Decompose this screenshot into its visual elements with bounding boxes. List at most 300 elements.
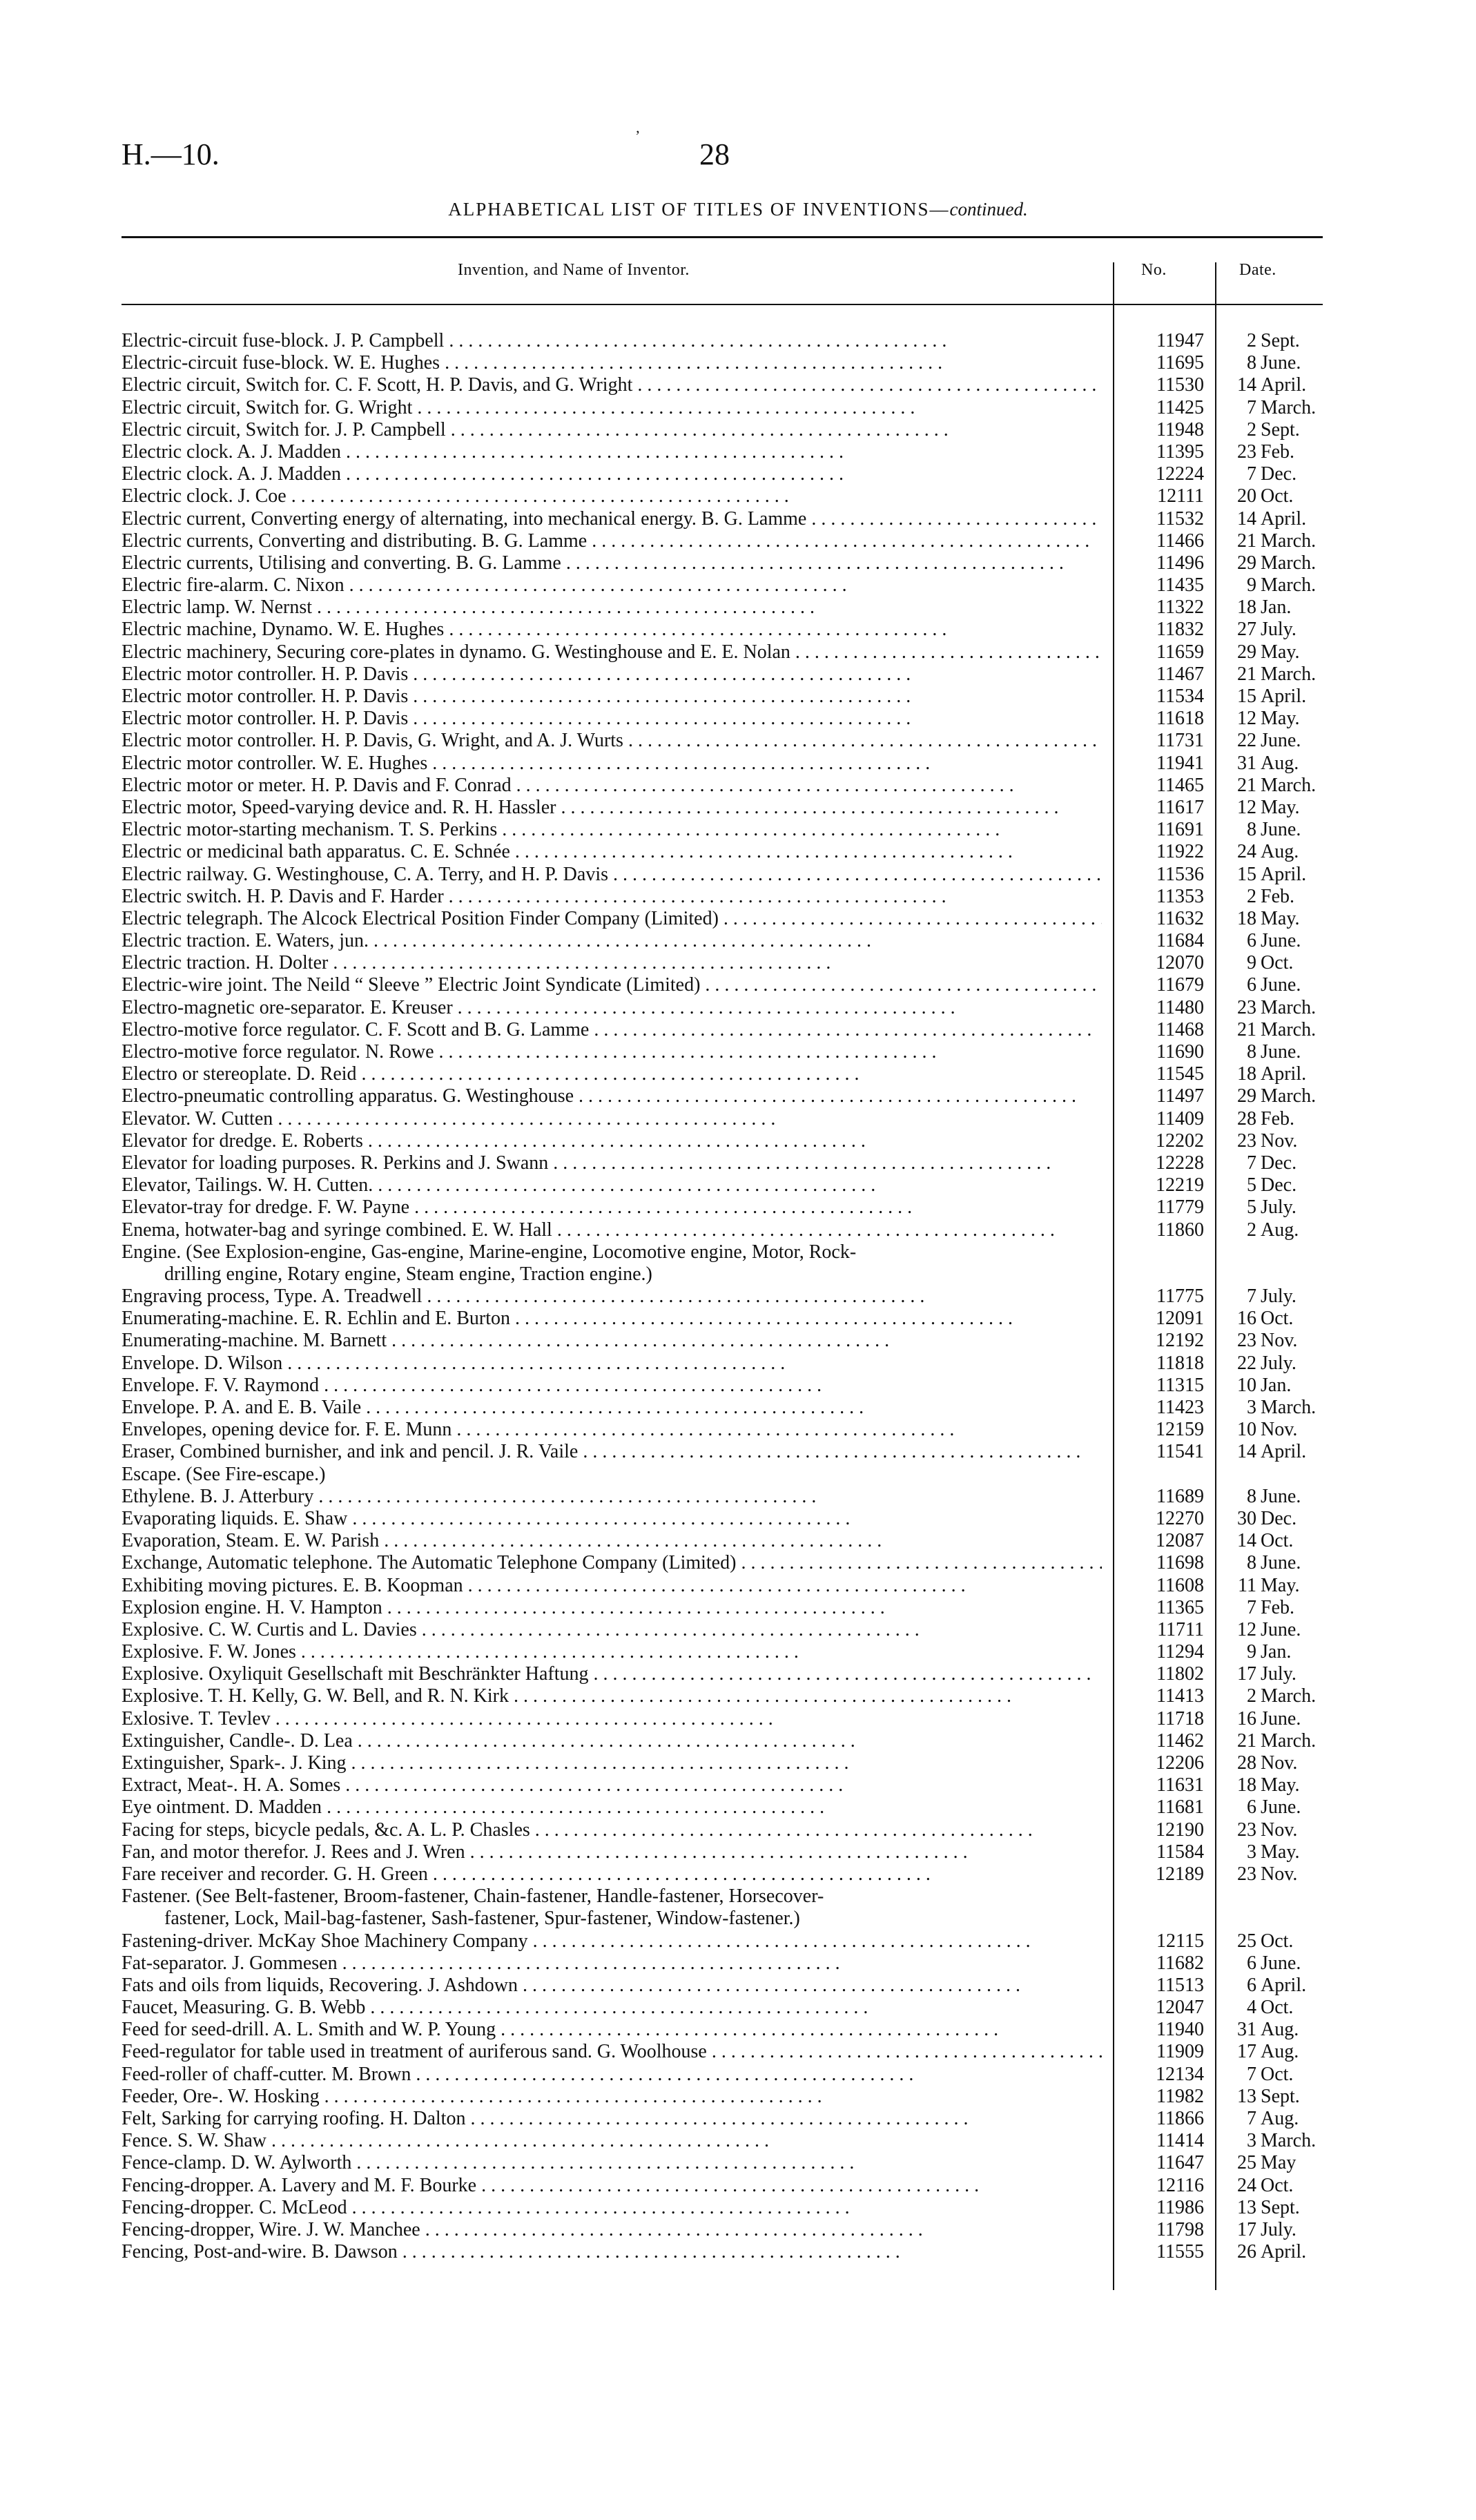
date-day: 23 (1237, 996, 1256, 1018)
patent-date (1216, 908, 1323, 930)
date-month: Oct. (1261, 1530, 1294, 1552)
date-month: May (1261, 2152, 1297, 2174)
date-month: June. (1261, 730, 1301, 752)
patent-number: 11631 (1156, 1774, 1204, 1796)
invention-row (122, 1997, 1323, 2019)
invention-title: Electric clock. J. Coe . . (122, 485, 1102, 507)
invention-title: Elevator-tray for dredge. F. W. Payne . . (122, 1196, 1102, 1219)
patent-date (1216, 1063, 1323, 1085)
patent-number: 11496 (1156, 552, 1204, 574)
date-day: 27 (1237, 619, 1256, 641)
date-day: 23 (1237, 1130, 1256, 1152)
page-mark: ’ (635, 127, 641, 144)
invention-row (122, 864, 1323, 886)
invention-title: Explosion engine. H. V. Hampton . . (122, 1597, 1102, 1619)
patent-date (1216, 1886, 1323, 1908)
patent-number: 11294 (1156, 1641, 1204, 1663)
invention-row (122, 1108, 1323, 1130)
patent-date (1216, 1486, 1323, 1508)
patent-date (1216, 2219, 1323, 2241)
date-month: Dec. (1261, 1507, 1297, 1529)
invention-title: Elevator for loading purposes. R. Perkins and J. Swann . . (122, 1152, 1102, 1174)
column-header-date: Date. (1239, 261, 1276, 279)
patent-date (1216, 1952, 1323, 1975)
invention-title: Felt, Sarking for carrying roofing. H. Dalton . . (122, 2108, 1102, 2130)
invention-title: Electric traction. H. Dolter . . (122, 952, 1102, 974)
patent-number: 11775 (1156, 1286, 1204, 1308)
invention-row (122, 1685, 1323, 1707)
patent-number: 11860 (1156, 1219, 1204, 1241)
invention-row (122, 1219, 1323, 1241)
date-day: 31 (1237, 752, 1256, 774)
patent-number: 11534 (1156, 686, 1204, 707)
invention-title: Electric motor controller. H. P. Davis . . (122, 663, 1102, 686)
invention-row (122, 1286, 1323, 1308)
patent-number: 11948 (1156, 418, 1204, 440)
date-day: 30 (1237, 1507, 1256, 1529)
invention-row (122, 1530, 1323, 1552)
invention-title: Electric railway. G. Westinghouse, C. A. Terry, and H. P. Davis . . (122, 864, 1102, 886)
date-month: May. (1261, 796, 1300, 818)
patent-date (1216, 619, 1323, 641)
date-month: June. (1261, 352, 1301, 374)
invention-row (122, 552, 1323, 574)
invention-row (122, 2086, 1323, 2108)
invention-row (122, 1796, 1323, 1819)
invention-row (122, 1130, 1323, 1152)
page-heading (0, 199, 1476, 220)
date-month: Oct. (1261, 2174, 1294, 2196)
invention-row (122, 1619, 1323, 1641)
patent-number: 11466 (1156, 530, 1204, 552)
invention-row (122, 1397, 1323, 1419)
date-month: July. (1261, 1196, 1297, 1219)
patent-number: 11555 (1156, 2241, 1204, 2263)
date-month: Sept. (1261, 2085, 1300, 2107)
date-day: 8 (1247, 1552, 1256, 1574)
invention-row (122, 1774, 1323, 1796)
date-day: 14 (1237, 1530, 1256, 1552)
date-day: 18 (1237, 907, 1256, 929)
date-month: Sept. (1261, 418, 1300, 440)
patent-number: 12070 (1156, 952, 1204, 974)
heading-text: ALPHABETICAL LIST OF TITLES OF INVENTIONS— (448, 199, 950, 220)
patent-date (1216, 930, 1323, 952)
patent-number: 12219 (1156, 1174, 1204, 1196)
patent-number: 11731 (1156, 730, 1204, 752)
date-day: 3 (1247, 2130, 1256, 2152)
patent-date (1216, 1663, 1323, 1685)
invention-row (122, 1152, 1323, 1174)
patent-date (1216, 2019, 1323, 2041)
date-day: 8 (1247, 819, 1256, 841)
patent-date (1216, 330, 1323, 352)
invention-row (122, 1263, 1323, 1286)
date-day: 6 (1247, 930, 1256, 952)
date-day: 6 (1247, 1974, 1256, 1996)
patent-number: 11689 (1156, 1485, 1204, 1507)
invention-row (122, 374, 1323, 396)
invention-row (122, 2130, 1323, 2152)
patent-number: 11467 (1156, 663, 1204, 685)
invention-row (122, 2152, 1323, 2174)
patent-date (1216, 1041, 1323, 1063)
patent-date (1216, 1641, 1323, 1663)
invention-title: Enumerating-machine. E. R. Echlin and E. Burton . . (122, 1308, 1102, 1330)
patent-number: 11909 (1156, 2041, 1204, 2063)
patent-number: 12111 (1157, 485, 1204, 507)
patent-date (1216, 1085, 1323, 1107)
patent-date (1216, 1375, 1323, 1397)
patent-date (1216, 1152, 1323, 1174)
date-day: 15 (1237, 686, 1256, 707)
patent-number: 11866 (1156, 2108, 1204, 2129)
invention-row (122, 397, 1323, 419)
invention-row (122, 1508, 1323, 1530)
patent-date (1216, 1441, 1323, 1463)
patent-date (1216, 1308, 1323, 1330)
patent-date (1216, 2175, 1323, 2197)
date-month: July. (1261, 619, 1297, 641)
date-month: July. (1261, 1663, 1297, 1685)
patent-number: 11513 (1156, 1974, 1204, 1996)
date-day: 9 (1247, 952, 1256, 974)
invention-title: Fare receiver and recorder. G. H. Green . . (122, 1863, 1102, 1886)
date-day: 6 (1247, 1796, 1256, 1819)
date-day: 25 (1237, 2152, 1256, 2174)
invention-row (122, 1641, 1323, 1663)
date-month: Nov. (1261, 1419, 1298, 1441)
invention-title: Electro-pneumatic controlling apparatus. G. Westinghouse . . (122, 1085, 1102, 1107)
date-month: Oct. (1261, 485, 1294, 507)
invention-title: Elevator, Tailings. W. H. Cutten. . . (122, 1174, 1102, 1196)
patent-number: 11413 (1156, 1685, 1204, 1707)
patent-number: 11618 (1156, 708, 1204, 730)
patent-date (1216, 1975, 1323, 1997)
invention-title: Fencing-dropper, Wire. J. W. Manchee . . (122, 2219, 1102, 2241)
date-month: June. (1261, 1618, 1301, 1640)
patent-number: 11922 (1156, 841, 1204, 863)
patent-date (1216, 775, 1323, 797)
patent-date (1216, 1419, 1323, 1441)
patent-date (1216, 508, 1323, 530)
date-month: June. (1261, 1952, 1301, 1974)
patent-number: 11802 (1156, 1663, 1204, 1685)
invention-row (122, 952, 1323, 974)
patent-date (1216, 797, 1323, 819)
date-month: April. (1261, 1441, 1307, 1463)
invention-title: Electric motor controller. H. P. Davis, G. Wright, and A. J. Wurts . . (122, 730, 1102, 752)
invention-row (122, 1196, 1323, 1219)
invention-row (122, 2175, 1323, 2197)
invention-title: Exchange, Automatic telephone. The Automatic Telephone Company (Limited) . . (122, 1552, 1102, 1574)
date-day: 6 (1247, 974, 1256, 996)
patent-date (1216, 485, 1323, 507)
page-identifier: H.—10. (122, 137, 220, 171)
invention-title: Fence-clamp. D. W. Aylworth . . (122, 2152, 1102, 2174)
patent-date (1216, 463, 1323, 485)
invention-row (122, 508, 1323, 530)
patent-date (1216, 886, 1323, 908)
date-month: March. (1261, 1397, 1317, 1418)
date-month: Jan. (1261, 597, 1292, 619)
invention-title: Evaporating liquids. E. Shaw . . (122, 1508, 1102, 1530)
invention-row (122, 1575, 1323, 1597)
patent-date (1216, 397, 1323, 419)
patent-number: 12270 (1156, 1507, 1204, 1529)
patent-number: 11690 (1156, 1041, 1204, 1063)
date-month: April. (1261, 686, 1307, 707)
invention-row (122, 1308, 1323, 1330)
date-month: Oct. (1261, 1997, 1294, 2019)
patent-date (1216, 641, 1323, 663)
date-month: March. (1261, 996, 1317, 1018)
date-day: 8 (1247, 1485, 1256, 1507)
patent-number: 12224 (1156, 463, 1204, 485)
patent-number: 12159 (1156, 1419, 1204, 1441)
invention-row (122, 886, 1323, 908)
date-day: 18 (1237, 1774, 1256, 1796)
patent-number: 12206 (1156, 1752, 1204, 1774)
invention-title: Electric currents, Converting and distributing. B. G. Lamme . . (122, 530, 1102, 552)
patent-number: 11480 (1156, 996, 1204, 1018)
invention-row (122, 1353, 1323, 1375)
date-month: March. (1261, 1018, 1317, 1040)
invention-row (122, 997, 1323, 1019)
date-month: June. (1261, 819, 1301, 841)
invention-row (122, 597, 1323, 619)
invention-title: Extinguisher, Spark-. J. King . . (122, 1752, 1102, 1774)
patent-number: 11435 (1156, 574, 1204, 597)
patent-date (1216, 663, 1323, 686)
patent-date (1216, 730, 1323, 752)
page-number: 28 (699, 137, 730, 171)
invention-row (122, 663, 1323, 686)
invention-title: Envelope. F. V. Raymond . . (122, 1375, 1102, 1397)
date-day: 23 (1237, 1819, 1256, 1841)
invention-title: Electric lamp. W. Nernst . . (122, 597, 1102, 619)
patent-date (1216, 997, 1323, 1019)
invention-title: Electric clock. A. J. Madden . . (122, 441, 1102, 463)
date-day: 8 (1247, 1041, 1256, 1063)
invention-row (122, 352, 1323, 374)
date-day: 17 (1237, 1663, 1256, 1685)
invention-title: fastener, Lock, Mail-bag-fastener, Sash-fastener, Spur-fastener, Window-fastener.) (164, 1908, 800, 1930)
invention-title: Electric-circuit fuse-block. J. P. Campbell . . (122, 330, 1102, 352)
date-day: 22 (1237, 730, 1256, 752)
patent-date (1216, 374, 1323, 396)
date-month: May. (1261, 1841, 1300, 1863)
patent-date (1216, 1508, 1323, 1530)
header-bottom-rule (122, 304, 1323, 305)
invention-row (122, 1752, 1323, 1774)
patent-date (1216, 1330, 1323, 1352)
patent-date (1216, 1130, 1323, 1152)
date-month: March. (1261, 552, 1317, 574)
invention-row (122, 1330, 1323, 1352)
patent-number: 12091 (1156, 1308, 1204, 1330)
date-day: 24 (1237, 2174, 1256, 2196)
invention-title: Electric motor, Speed-varying device and. R. H. Hassler . . (122, 797, 1102, 819)
date-month: Feb. (1261, 1596, 1294, 1618)
patent-date (1216, 974, 1323, 996)
patent-date (1216, 1796, 1323, 1819)
patent-number: 11718 (1156, 1707, 1204, 1729)
invention-title: Explosive. F. W. Jones . . (122, 1641, 1102, 1663)
date-month: Aug. (1261, 2019, 1299, 2041)
patent-number: 11941 (1156, 752, 1204, 774)
date-month: Nov. (1261, 1863, 1298, 1885)
patent-date (1216, 2197, 1323, 2219)
date-day: 17 (1237, 2218, 1256, 2240)
invention-title: Electric current, Converting energy of alternating, into mechanical energy. B. G. Lamme . . (122, 508, 1102, 530)
invention-title: Explosive. T. H. Kelly, G. W. Bell, and R. N. Kirk . . (122, 1685, 1102, 1707)
patent-date (1216, 1708, 1323, 1730)
invention-row (122, 2108, 1323, 2130)
patent-date (1216, 1774, 1323, 1796)
invention-row (122, 730, 1323, 752)
patent-number: 11468 (1156, 1018, 1204, 1040)
date-day: 5 (1247, 1174, 1256, 1196)
invention-title: Fan, and motor therefor. J. Rees and J. Wren . . (122, 1841, 1102, 1863)
patent-date (1216, 2064, 1323, 2086)
date-month: March. (1261, 530, 1317, 552)
patent-number: 12192 (1156, 1330, 1204, 1352)
patent-date (1216, 1685, 1323, 1707)
invention-title: Fat-separator. J. Gommesen . . (122, 1952, 1102, 1975)
invention-row (122, 574, 1323, 597)
invention-title: Feed-roller of chaff-cutter. M. Brown . . (122, 2064, 1102, 2086)
invention-row (122, 1041, 1323, 1063)
date-month: July. (1261, 2218, 1297, 2240)
invention-row (122, 530, 1323, 552)
invention-row (122, 775, 1323, 797)
date-day: 12 (1237, 708, 1256, 730)
invention-title: Electro or stereoplate. D. Reid . . (122, 1063, 1102, 1085)
invention-row (122, 441, 1323, 463)
date-month: Nov. (1261, 1819, 1298, 1841)
invention-row (122, 841, 1323, 863)
date-day: 21 (1237, 1018, 1256, 1040)
patent-date (1216, 864, 1323, 886)
date-month: Jan. (1261, 1374, 1292, 1396)
invention-title: Electro-motive force regulator. N. Rowe . . (122, 1041, 1102, 1063)
invention-title: Electric circuit, Switch for. G. Wright . . (122, 397, 1102, 419)
patent-date (1216, 1397, 1323, 1419)
date-month: July. (1261, 1352, 1297, 1374)
date-month: Oct. (1261, 1930, 1294, 1952)
invention-title: Electro-motive force regulator. C. F. Scott and B. G. Lamme . . (122, 1019, 1102, 1041)
invention-row (122, 2019, 1323, 2041)
invention-title: Fastener. (See Belt-fastener, Broom-fastener, Chain-fastener, Handle-fastener, Horsecover- (122, 1886, 824, 1908)
date-day: 14 (1237, 1441, 1256, 1463)
invention-title: Ethylene. B. J. Atterbury . . (122, 1486, 1102, 1508)
invention-title: Fastening-driver. McKay Shoe Machinery Company . . (122, 1930, 1102, 1952)
date-day: 21 (1237, 663, 1256, 685)
invention-title: Feed-regulator for table used in treatment of auriferous sand. G. Woolhouse . . (122, 2041, 1102, 2063)
patent-date (1216, 530, 1323, 552)
heading-continued: continued. (949, 199, 1028, 220)
invention-row (122, 2241, 1323, 2263)
date-day: 29 (1237, 1085, 1256, 1107)
patent-date (1216, 841, 1323, 863)
patent-date (1216, 1464, 1323, 1486)
invention-title: Faucet, Measuring. G. B. Webb . . (122, 1997, 1102, 2019)
date-month: Aug. (1261, 2108, 1299, 2129)
invention-title: Facing for steps, bicycle pedals, &c. A. L. P. Chasles . . (122, 1819, 1102, 1841)
invention-row (122, 930, 1323, 952)
date-day: 14 (1237, 507, 1256, 530)
patent-date (1216, 1863, 1323, 1886)
patent-date (1216, 1752, 1323, 1774)
invention-title: Engraving process, Type. A. Treadwell . . (122, 1286, 1102, 1308)
invention-list (122, 330, 1323, 2263)
patent-number: 12202 (1156, 1130, 1204, 1152)
date-month: May. (1261, 1774, 1300, 1796)
invention-title: Envelopes, opening device for. F. E. Munn . . (122, 1419, 1102, 1441)
patent-number: 11684 (1156, 930, 1204, 952)
patent-date (1216, 1286, 1323, 1308)
patent-number: 11986 (1156, 2196, 1204, 2218)
date-day: 23 (1237, 440, 1256, 463)
invention-row (122, 797, 1323, 819)
invention-row (122, 686, 1323, 708)
date-day: 9 (1247, 574, 1256, 597)
patent-number: 11425 (1156, 396, 1204, 418)
date-month: June. (1261, 1041, 1301, 1063)
invention-title: Explosive. Oxyliquit Gesellschaft mit Beschränkter Haftung . . (122, 1663, 1102, 1685)
date-month: March. (1261, 396, 1317, 418)
date-month: Sept. (1261, 2196, 1300, 2218)
date-day: 26 (1237, 2241, 1256, 2263)
date-day: 16 (1237, 1707, 1256, 1729)
patent-date (1216, 1353, 1323, 1375)
patent-date (1216, 1841, 1323, 1863)
date-day: 14 (1237, 374, 1256, 396)
patent-number: 11647 (1156, 2152, 1204, 2174)
date-day: 8 (1247, 352, 1256, 374)
patent-date (1216, 2108, 1323, 2130)
patent-number: 11414 (1156, 2130, 1204, 2152)
patent-date (1216, 1575, 1323, 1597)
invention-title: Envelope. P. A. and E. B. Vaile . . (122, 1397, 1102, 1419)
patent-number: 11940 (1156, 2019, 1204, 2041)
patent-number: 11315 (1156, 1374, 1204, 1396)
invention-row (122, 1174, 1323, 1196)
invention-row (122, 1552, 1323, 1574)
invention-row (122, 2064, 1323, 2086)
date-day: 20 (1237, 485, 1256, 507)
date-month: March. (1261, 663, 1317, 685)
date-month: July. (1261, 1286, 1297, 1308)
invention-title: Electric motor or meter. H. P. Davis and F. Conrad . . (122, 775, 1102, 797)
date-day: 24 (1237, 841, 1256, 863)
patent-number: 12115 (1156, 1930, 1204, 1952)
date-day: 7 (1247, 1596, 1256, 1618)
invention-title: Explosive. C. W. Curtis and L. Davies . . (122, 1619, 1102, 1641)
invention-row (122, 1975, 1323, 1997)
invention-row (122, 2041, 1323, 2063)
date-day: 2 (1247, 885, 1256, 907)
patent-number: 12190 (1156, 1819, 1204, 1841)
invention-row (122, 1841, 1323, 1863)
patent-number: 11659 (1156, 641, 1204, 663)
invention-row (122, 463, 1323, 485)
invention-row (122, 1730, 1323, 1752)
invention-row (122, 330, 1323, 352)
date-month: Aug. (1261, 2041, 1299, 2063)
invention-row (122, 753, 1323, 775)
